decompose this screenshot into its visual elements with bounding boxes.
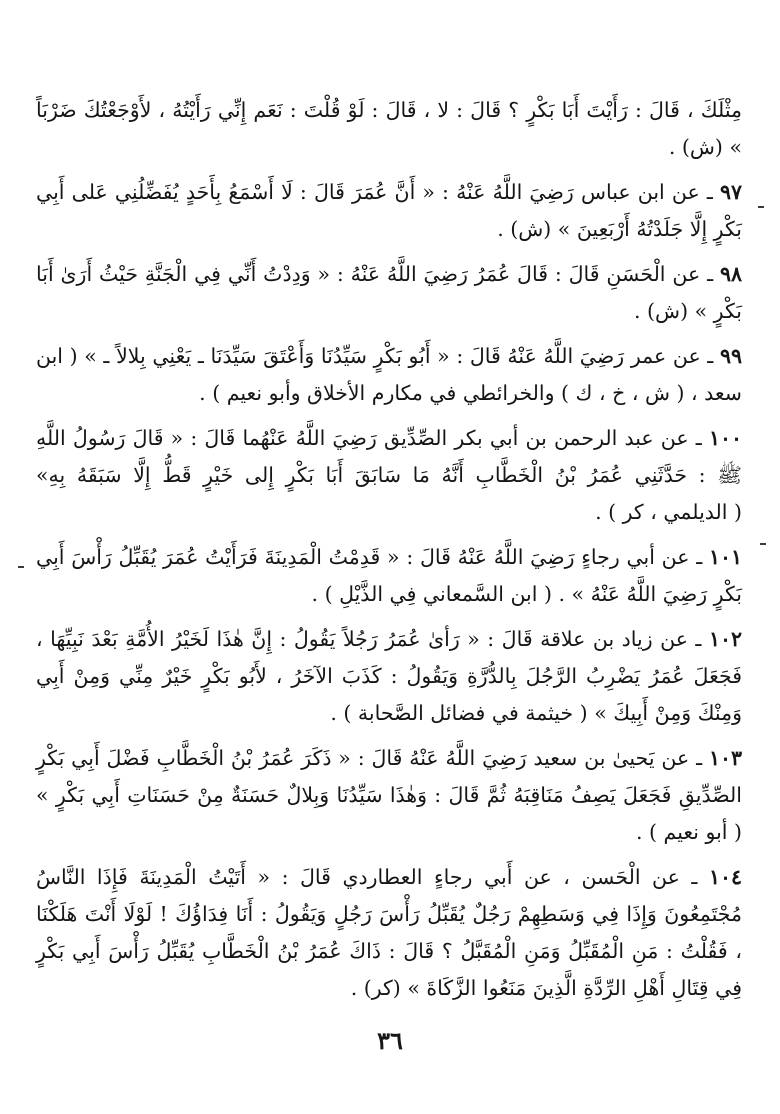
entry-number: ١٠١ — [708, 545, 742, 569]
entry-number: ١٠٢ — [708, 627, 742, 651]
hadith-text-block — [36, 92, 742, 1007]
scan-speck — [758, 206, 764, 208]
entry-source: (كر) . — [350, 976, 401, 1000]
entry-99 — [36, 338, 742, 412]
entry-text: ـ عن يَحيىٰ بن سعيد رَضِيَ اللَّهُ عَنْهُ قَالَ : « ذَكَرَ عُمَرُ بْنُ الْخَطَّابِ فَضْلَ أَبِي بَكْرٍ الصِّدِّيقِ فَجَعَلَ يَصِفُ مَنَاقِبَهُ ثُمَّ قَالَ : وَهٰذَا سَيِّدُنَا وَبِلالٌ حَسَنَةٌ مِنْ حَسَنَاتِ أَبِي بَكْرٍ » — [36, 746, 742, 807]
entry-text: ـ عن عمر رَضِيَ اللَّهُ عَنْهُ قَالَ : « أَبُو بَكْرٍ سَيِّدُنَا وَأَعْتَقَ سَيِّدَنَا ـ يَعْنِي بِلالاً ـ » — [77, 344, 714, 368]
entry-text: ـ عن ابن عباس رَضِيَ اللَّهُ عَنْهُ : « أَنَّ عُمَرَ قَالَ : لَا أَسْمَعُ بِأَحَدٍ يُفَضِّلُنِي عَلى أَبِي بَكْرٍ إِلَّا جَلَدْتُهُ أَرْبَعِينَ » — [36, 180, 742, 241]
entry-source: ( ابن السَّمعاني فِي الذَّيْلِ ) . — [311, 582, 552, 606]
scan-speck — [18, 566, 24, 568]
entry-number: ٩٩ — [719, 344, 742, 368]
entry-source: ( خيثمة في فضائل الصَّحابة ) . — [330, 701, 588, 725]
entry-100 — [36, 420, 742, 531]
entry-text: مِثْلَكَ ، قَالَ : رَأَيْتَ أَبَا بَكْرٍ ؟ قَالَ : لا ، قَالَ : لَوْ قُلْتَ : نَعَم إِنِّي رَأَيْتُهُ ، لأَوْجَعْتُكَ ضَرْبَاً » — [36, 98, 742, 159]
entry-103 — [36, 740, 742, 851]
entry-number: ٩٧ — [719, 180, 742, 204]
entry-102 — [36, 621, 742, 732]
entry-98 — [36, 256, 742, 330]
entry-text: ـ عن زياد بن علاقة قَالَ : « رَأىٰ عُمَرُ رَجُلاً يَقُولُ : إِنَّ هٰذَا لَخَيْرُ الأُمَّةِ بَعْدَ نَبِيِّهَا ، فَجَعَلَ عُمَرُ يَضْرِبُ الرَّجُلَ بِالدُّرَّةِ وَيَقُولُ : كَذَبَ الآخَرُ ، لأَبُو بَكْرٍ خَيْرٌ مِنِّي وَمِنْ أَبِي وَمِنْكَ وَمِنْ أَبِيكَ » — [36, 627, 742, 725]
page-number: ٣٦ — [377, 1026, 403, 1055]
entry-continuation — [36, 92, 742, 166]
entry-number: ٩٨ — [719, 262, 742, 286]
entry-source: ( الديلمي ، كر ) . — [595, 500, 742, 524]
entry-number: ١٠٠ — [708, 426, 742, 450]
entry-text: ـ عن الْحَسن ، عن أَبي رجاءٍ العطاردي قَالَ : « أَتَيْتُ الْمَدِينَةَ فَإِذَا النَّاسُ مُجْتَمِعُونَ وَإِذَا فِي وَسَطِهِمْ رَجُلٌ يُقَبِّلُ رَأْسَ رَجُلٍ وَيَقُولُ : أَنَا فِدَاؤُكَ ! لَوْلَا أَنْتَ هَلَكْنَا ، فَقُلْتُ : مَنِ الْمُقَبِّلُ وَمَنِ الْمُقَبَّلُ ؟ قَالَ : ذَاكَ عُمَرُ بْنُ الْخَطَّابِ يُقَبِّلُ رَأْسَ أَبِي بَكْرٍ فِي قِتَالِ أَهْلِ الرِّدَّةِ الَّذِينَ مَنَعُوا الزَّكَاةَ » — [36, 865, 742, 1000]
entry-number: ١٠٣ — [708, 746, 742, 770]
entry-text: ـ عن عبد الرحمن بن أبي بكر الصِّدِّيق رَضِيَ اللَّهُ عَنْهُما قَالَ : « قَالَ رَسُولُ اللَّهِ ﷺ : حَدَّثَنِي عُمَرُ بْنُ الْخَطَّابِ أَنَّهُ مَا سَابَقَ أَبَا بَكْرٍ إِلى خَيْرٍ قَطُّ إِلَّا سَبَقَهُ بِهِ» — [36, 426, 742, 487]
entry-source: ( ابن سعد ، ( ش ، خ ، ك ) والخرائطي في مكارم الأخلاق وأبو نعيم ) . — [36, 344, 742, 405]
entry-source: (ش) . — [668, 135, 723, 159]
entry-source: (ش) . — [634, 299, 689, 323]
entry-source: (ش) . — [497, 217, 552, 241]
entry-104 — [36, 859, 742, 1007]
entry-text: ـ عن الْحَسَنِ قَالَ : قَالَ عُمَرُ رَضِيَ اللَّهُ عَنْهُ : « وَدِدْتُ أَنِّي فِي الْجَنَّةِ حَيْثُ أَرَىٰ أَبَا بَكْرٍ » — [36, 262, 742, 323]
entry-number: ١٠٤ — [708, 865, 742, 889]
scan-speck — [760, 543, 766, 545]
entry-source: ( أبو نعيم ) . — [636, 820, 742, 844]
entry-101 — [36, 539, 742, 613]
entry-text: ـ عن أبي رجاءٍ رَضِيَ اللَّهُ عَنْهُ قَالَ : « قَدِمْتُ الْمَدِينَةَ فَرَأَيْتُ عُمَرَ يُقَبِّلُ رَأْسَ أَبِي بَكْرٍ رَضِيَ اللَّهُ عَنْهُ » . — [36, 545, 742, 606]
entry-97 — [36, 174, 742, 248]
